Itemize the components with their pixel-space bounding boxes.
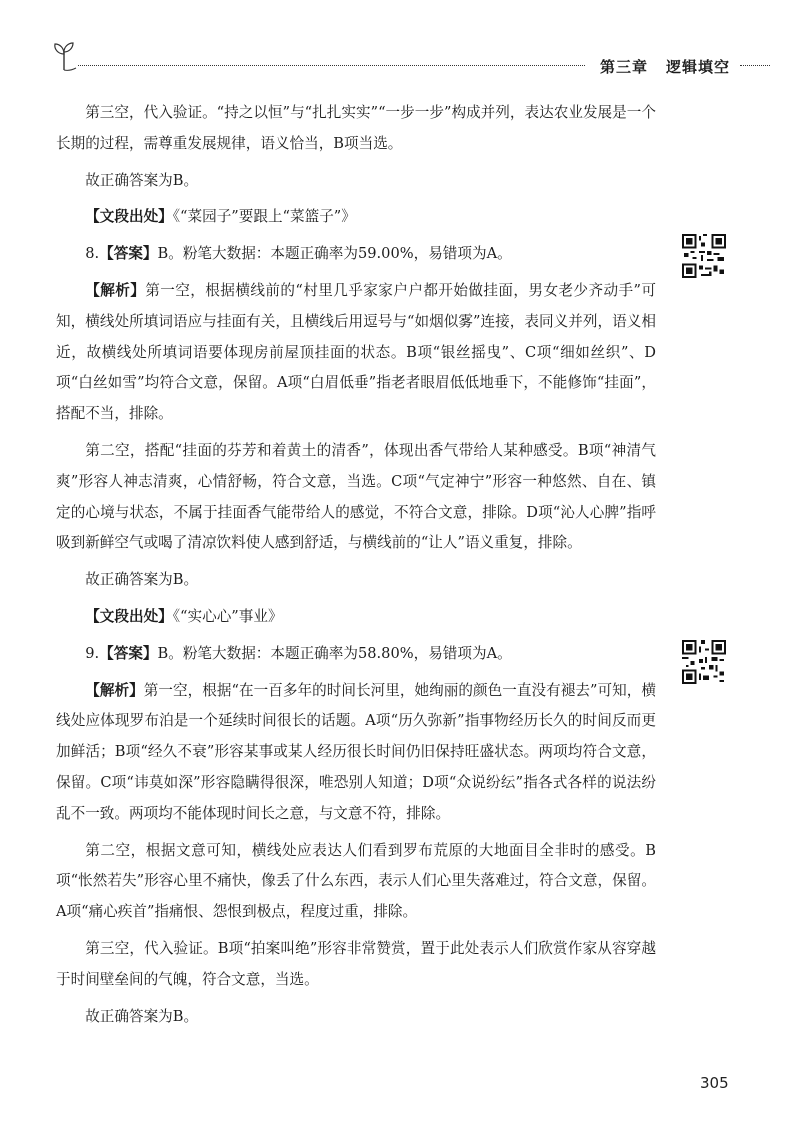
answer-label: 【答案】 — [99, 245, 158, 263]
paragraph: 第二空，根据文意可知，横线处应表达人们看到罗布荒原的大地面目全非时的感受。B项“怅然若失”形容心里不痛快，像丢了什么东西，表示人们心里失落难过，符合文意，保留。A项“痛心疾首”指痛恨、怨恨到极点，程度过重，排除。 — [56, 841, 656, 921]
running-header — [40, 38, 760, 78]
analysis-label: 【解析】 — [85, 681, 144, 699]
source-note: 【文段出处】《“实心心”事业》 — [85, 607, 283, 625]
analysis-paragraph: 【解析】第一空，根据横线前的“村里几乎家家户户都开始做挂面，男女老少齐动手”可知，横线处所填词语应与挂面有关，且横线后用逗号与“如烟似雾”连接，表同义并列，语义相近，故横线处所填词语要体现房前屋顶挂面的状态。B项“银丝摇曳”、C项“细如丝织”、D项“白丝如雪”均符合文意，保留。A项“白眉低垂”指老者眼眉低低地垂下，不能修饰“挂面”，搭配不当，排除。 — [56, 281, 656, 423]
analysis-paragraph: 【解析】第一空，根据“在一百多年的时间长河里，她绚丽的颜色一直没有褪去”可知，横线处应体现罗布泊是一个延续时间很长的话题。A项“历久弥新”指事物经历长久的时间反而更加鲜活；B项“经久不衰”形容某事或某人经历很长时间仍旧保持旺盛状态。两项均符合文意，保留。C项“讳莫如深”形容隐瞒得很深，唯恐别人知道；D项“众说纷纭”指各式各样的说法纷乱不一致。两项均不能体现时间长之意，与文意不符，排除。 — [56, 681, 656, 822]
chapter-number: 第三章 — [600, 58, 649, 76]
qr-code-icon[interactable] — [682, 234, 726, 278]
header-rule — [78, 65, 585, 66]
analysis-label: 【解析】 — [85, 281, 146, 299]
paragraph: 故正确答案为B。 — [85, 171, 199, 189]
question-number: 8. — [85, 245, 100, 263]
paragraph: 第三空，代入验证。“持之以恒”与“扎扎实实”“一步一步”构成并列，表达农业发展是一个长期的过程，需尊重发展规律，语义恰当，B项当选。 — [56, 104, 656, 152]
answer-label: 【答案】 — [99, 644, 158, 662]
page-number: 305 — [700, 1074, 729, 1092]
answer-line: 9.【答案】B。粉笔大数据：本题正确率为58.80%，易错项为A。 — [85, 644, 512, 662]
source-label: 【文段出处】 — [85, 208, 173, 226]
source-label: 【文段出处】 — [85, 607, 173, 625]
question-number: 9. — [85, 644, 100, 662]
sprout-icon — [50, 40, 78, 72]
paragraph: 第二空，搭配“挂面的芬芳和着黄土的清香”，体现出香气带给人某种感受。B项“神清气爽”形容人神志清爽，心情舒畅，符合文意，当选。C项“气定神宁”形容一种悠然、自在、镇定的心境与状态，不属于挂面香气能带给人的感觉，不符合文意，排除。D项“沁人心脾”指呼吸到新鲜空气或喝了清凉饮料使人感到舒适，与横线前的“让人”语义重复，排除。 — [56, 441, 656, 552]
paragraph: 故正确答案为B。 — [85, 571, 199, 589]
qr-code-icon[interactable] — [682, 640, 726, 684]
paragraph: 第三空，代入验证。B项“拍案叫绝”形容非常赞赏，置于此处表示人们欣赏作家从容穿越于时间壁垒间的气魄，符合文意，当选。 — [56, 939, 656, 988]
source-note: 【文段出处】《“菜园子”要跟上“菜篮子”》 — [85, 208, 356, 226]
chapter-heading — [600, 56, 730, 77]
chapter-title: 逻辑填空 — [666, 58, 731, 76]
header-rule-right — [740, 65, 770, 66]
paragraph: 故正确答案为B。 — [85, 1007, 199, 1025]
answer-line: 8.【答案】B。粉笔大数据：本题正确率为59.00%，易错项为A。 — [85, 245, 512, 263]
answer-explanation-body — [56, 98, 656, 1032]
